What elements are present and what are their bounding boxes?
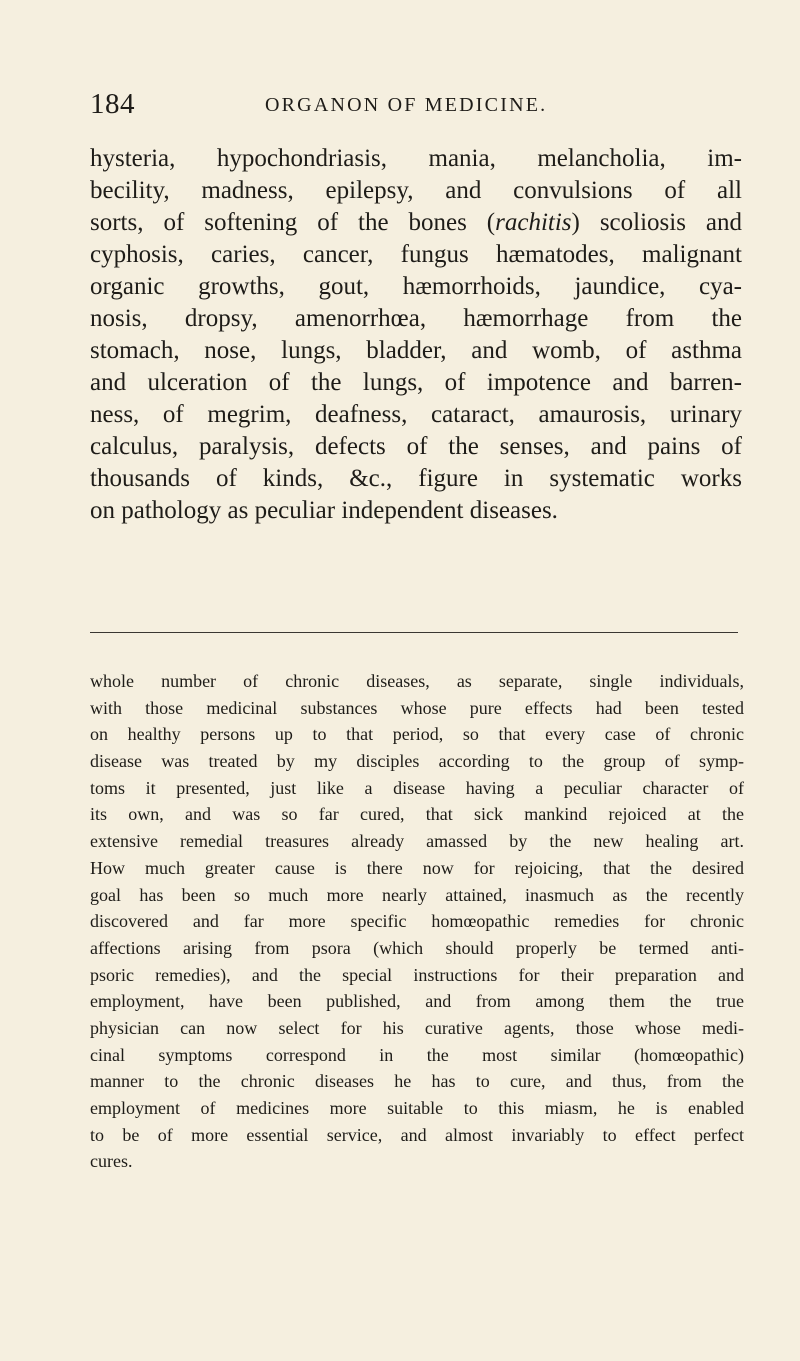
page-number: 184 xyxy=(90,88,135,120)
footnote-line: cures. xyxy=(90,1151,133,1172)
running-title: ORGANON OF MEDICINE. xyxy=(265,94,548,116)
footnote-line: whole number of chronic diseases, as separate, single individuals, xyxy=(90,671,744,691)
body-line: thousands of kinds, &c., figure in systematic works xyxy=(90,465,742,492)
footnote-line: toms it presented, just like a disease having a peculiar character of xyxy=(90,777,744,798)
footnote xyxy=(90,668,744,1175)
footnote-line: How much greater cause is there now for rejoicing, that the desired xyxy=(90,857,744,878)
main-paragraph xyxy=(90,143,742,527)
body-line: calculus, paralysis, defects of the senses, and pains of xyxy=(90,433,742,460)
footnote-line: on healthy persons up to that period, so that every case of chronic xyxy=(90,724,744,745)
italic-term: rachitis xyxy=(495,209,572,236)
body-line: stomach, nose, lungs, bladder, and womb, of asthma xyxy=(90,337,742,364)
footnote-line: its own, and was so far cured, that sick mankind rejoiced at the xyxy=(90,804,744,825)
page-header xyxy=(90,86,750,126)
footnote-line: physician can now select for his curative agents, those whose medi- xyxy=(90,1017,744,1038)
footnote-line: discovered and far more specific homœopathic remedies for chronic xyxy=(90,911,744,932)
footnote-line: extensive remedial treasures already amassed by the new healing art. xyxy=(90,831,744,852)
footnote-line: disease was treated by my disciples according to the group of symp- xyxy=(90,751,744,772)
footnote-line: psoric remedies), and the special instructions for their preparation and xyxy=(90,964,744,985)
body-line: hysteria, hypochondriasis, mania, melancholia, im- xyxy=(90,145,742,172)
body-line: ness, of megrim, deafness, cataract, amaurosis, urinary xyxy=(90,401,742,428)
footnote-line: affections arising from psora (which should properly be termed anti- xyxy=(90,937,744,958)
body-line-text: ) scoliosis and xyxy=(571,209,742,236)
footnote-line: goal has been so much more nearly attained, inasmuch as the recently xyxy=(90,884,744,905)
footnote-line: with those medicinal substances whose pure effects had been tested xyxy=(90,697,744,718)
footnote-divider xyxy=(90,632,738,633)
body-line: and ulceration of the lungs, of impotence and barren- xyxy=(90,369,742,396)
footnote-line: manner to the chronic diseases he has to cure, and thus, from the xyxy=(90,1071,744,1092)
body-line: organic growths, gout, hæmorrhoids, jaundice, cya- xyxy=(90,273,742,300)
footnote-line: employment, have been published, and from among them the true xyxy=(90,991,744,1012)
body-line: becility, madness, epilepsy, and convulsions of all xyxy=(90,177,742,204)
footnote-line: employment of medicines more suitable to this miasm, he is enabled xyxy=(90,1098,744,1118)
body-line: cyphosis, caries, cancer, fungus hæmatodes, malignant xyxy=(90,241,742,268)
body-line-with-italic xyxy=(90,207,742,239)
body-line: nosis, dropsy, amenorrhœa, hæmorrhage from the xyxy=(90,305,742,332)
body-line-text: sorts, of softening of the bones ( xyxy=(90,209,496,236)
body-line: on pathology as peculiar independent diseases. xyxy=(90,497,558,524)
footnote-line: cinal symptoms correspond in the most similar (homœopathic) xyxy=(90,1044,744,1065)
footnote-line: to be of more essential service, and almost invariably to effect perfect xyxy=(90,1124,744,1145)
